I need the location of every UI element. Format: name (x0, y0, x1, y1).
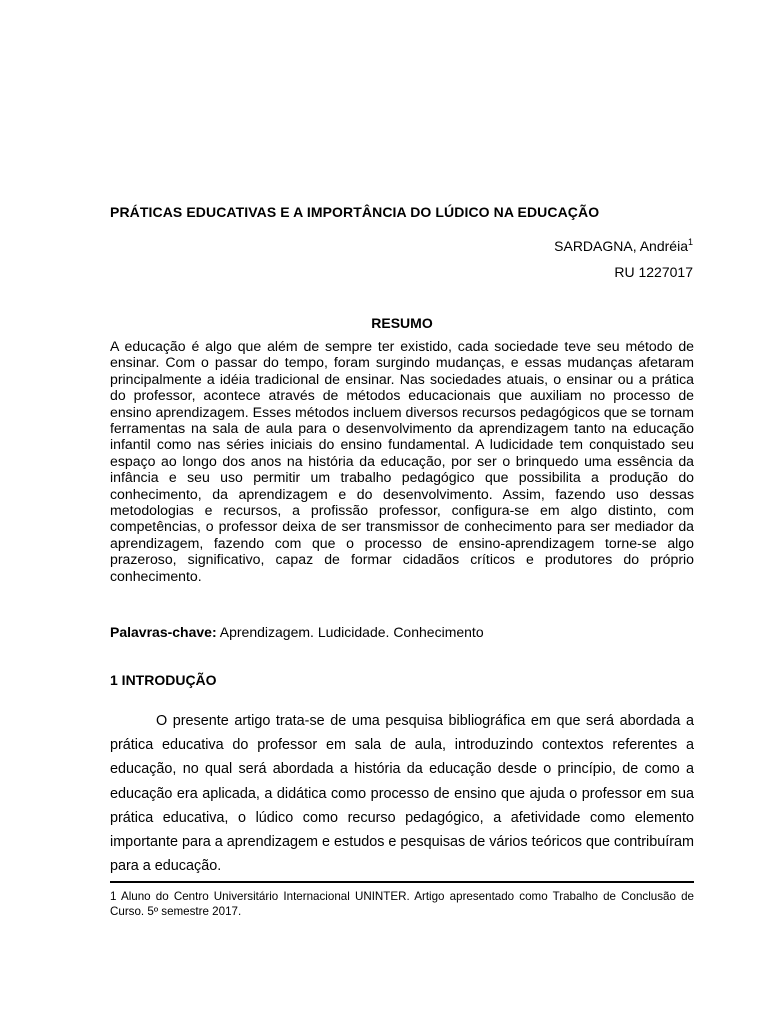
keywords-line (110, 624, 484, 640)
paper-title: PRÁTICAS EDUCATIVAS E A IMPORTÂNCIA DO LÚDICO NA EDUCAÇÃO (110, 204, 600, 220)
footnote-separator (110, 881, 694, 883)
author-line (554, 238, 693, 254)
introduction-paragraph (110, 709, 694, 878)
author-footnote-mark: 1 (687, 237, 693, 247)
student-ru: RU 1227017 (614, 264, 693, 280)
footnote-text: 1 Aluno do Centro Universitário Internacional UNINTER. Artigo apresentado como Trabalho de Conclusão de Curso. 5º semestre 2017. (110, 890, 694, 918)
keywords-label: Palavras-chave: (110, 624, 217, 640)
abstract-text: A educação é algo que além de sempre ter existido, cada sociedade teve seu método de ensinar. Com o passar do tempo, foram surgindo mudanças, e essas mudanças afetaram principalmente a idéia tradicional de ensinar. Nas sociedades atuais, o ensinar ou a prática do professor, acontece através de métodos educacionais que auxiliam no processo de ensino aprendizagem. Esses métodos incluem diversos recursos pedagógicos que se tornam ferramentas na sala de aula para o desenvolvimento da aprendizagem tanto na educação infantil como nas séries iniciais do ensino fundamental. A ludicidade tem conquistado seu espaço ao longo dos anos na história da educação, por ser o brinquedo uma essência da infância e seu uso permitir um trabalho pedagógico que possibilita a produção do conhecimento, da aprendizagem e do desenvolvimento. Assim, fazendo uso dessas metodologias e recursos, a profissão professor, configura-se em algo distinto, com competências, o professor deixa de ser transmissor de conhecimento para ser mediador da aprendizagem, fazendo com que o processo de ensino-aprendizagem torne-se algo prazeroso, significativo, capaz de formar cidadãos críticos e produtores do próprio conhecimento. (110, 338, 694, 584)
keywords-text: Aprendizagem. Ludicidade. Conhecimento (219, 624, 484, 640)
author-name: SARDAGNA, Andréia (554, 238, 688, 254)
introduction-heading: 1 INTRODUÇÃO (110, 672, 217, 688)
abstract-heading: RESUMO (371, 315, 433, 331)
introduction-text: O presente artigo trata-se de uma pesquisa bibliográfica em que será abordada a prática educativa do professor em sala de aula, introduzindo contextos referentes a educação, no qual será abordada a história da educação desde o princípio, de como a educação era aplicada, a didática como processo de ensino que ajuda o professor em sua prática educativa, o lúdico como recurso pedagógico, a afetividade como elemento importante para a aprendizagem e estudos e pesquisas de vários teóricos que contribuíram para a educação. (110, 713, 694, 875)
